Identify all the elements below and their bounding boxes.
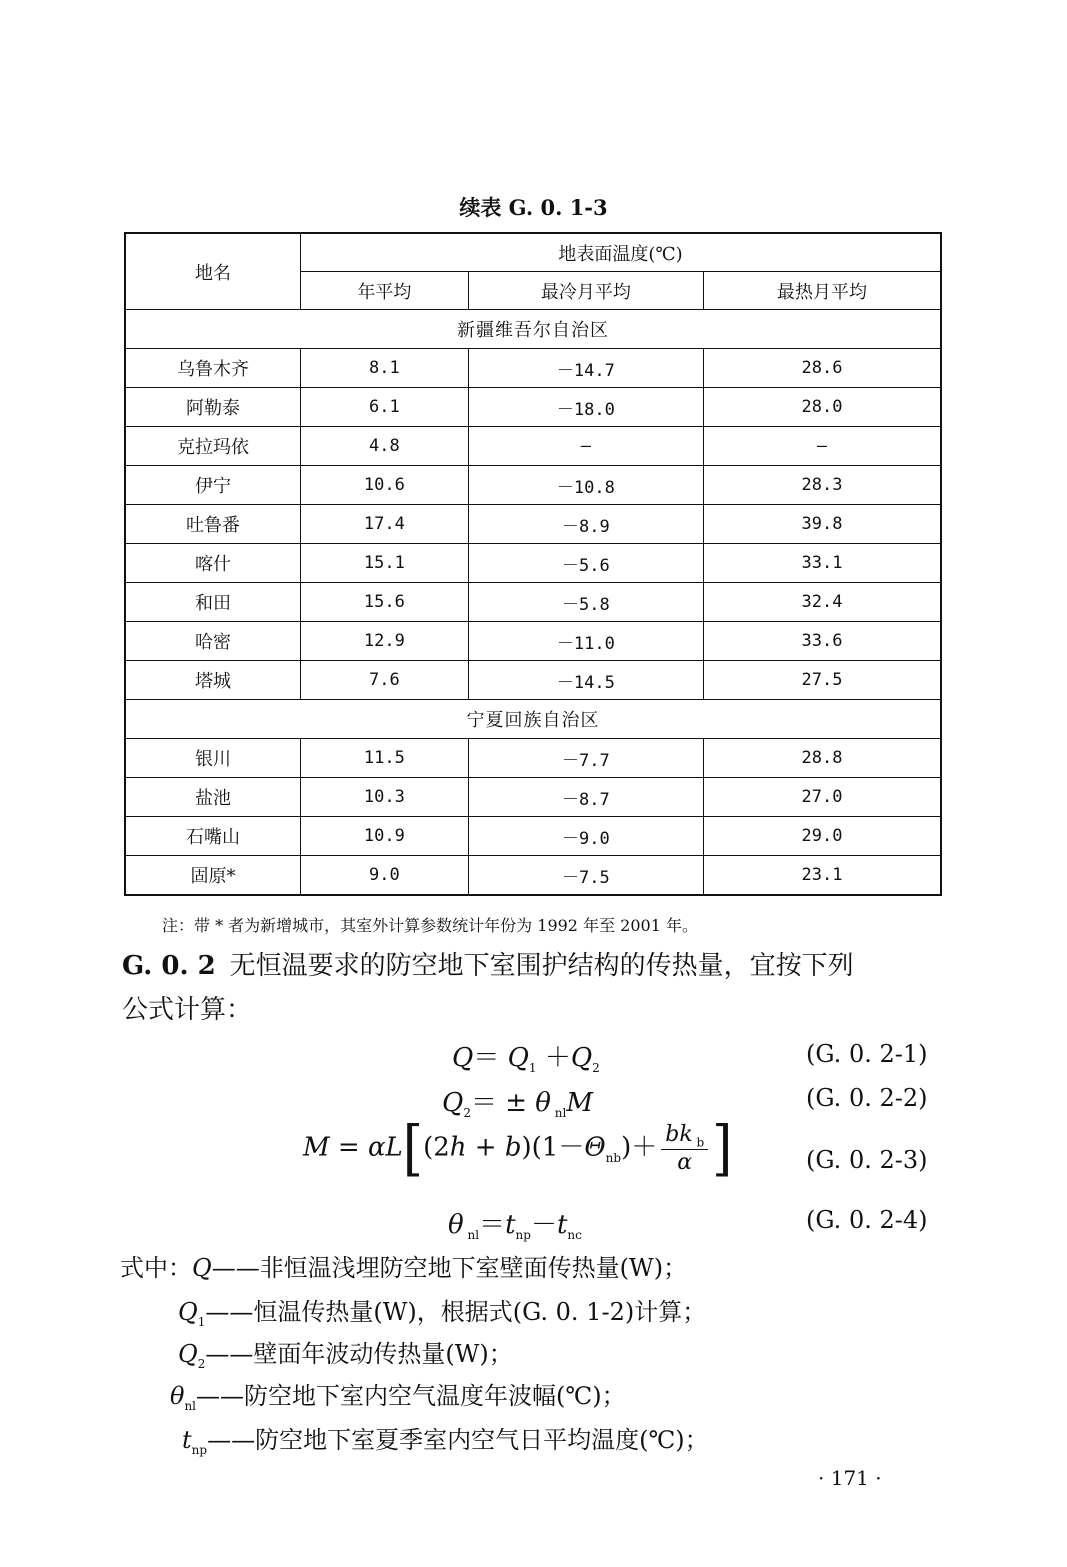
- table-row: [125, 817, 941, 856]
- temperature-cell: －7.7: [468, 739, 703, 778]
- place-cell: 塔城: [125, 661, 301, 700]
- temperature-cell: －8.7: [468, 778, 703, 817]
- table-row: [125, 349, 941, 388]
- temperature-cell: 7.6: [301, 661, 469, 700]
- temperature-cell: 8.1: [301, 349, 469, 388]
- table-row: [125, 661, 941, 700]
- ground-temperature-table: [124, 232, 942, 896]
- place-cell: 喀什: [125, 544, 301, 583]
- temperature-cell: 28.3: [704, 466, 941, 505]
- table-row: [125, 505, 941, 544]
- temperature-cell: 12.9: [301, 622, 469, 661]
- header-place: 地名: [125, 233, 301, 310]
- temperature-cell: －18.0: [468, 388, 703, 427]
- place-cell: 石嘴山: [125, 817, 301, 856]
- formula-g022: $Q_2= \pm \theta$ $_{nl}$M: [442, 1088, 593, 1121]
- eqno-g021: (G. 0. 2-1): [806, 1040, 928, 1068]
- temperature-cell: 15.1: [301, 544, 469, 583]
- table-row: [125, 466, 941, 505]
- definition-theta-nl: $\theta_{nl}——$防空地下室内空气温度年波幅(℃)；: [170, 1382, 626, 1413]
- temperature-cell: －10.8: [468, 466, 703, 505]
- section-paragraph: [122, 944, 942, 1032]
- table-row: [125, 622, 941, 661]
- header-group: 地表面温度(℃): [301, 233, 941, 272]
- temperature-cell: —: [704, 427, 941, 466]
- place-cell: 和田: [125, 583, 301, 622]
- temperature-cell: —: [468, 427, 703, 466]
- place-cell: 盐池: [125, 778, 301, 817]
- region-name: 新疆维吾尔自治区: [125, 310, 941, 349]
- region-name: 宁夏回族自治区: [125, 700, 941, 739]
- section-text-line2: 公式计算：: [122, 995, 253, 1026]
- section-text-line1: 无恒温要求的防空地下室围护结构的传热量，宜按下列: [229, 951, 854, 981]
- temperature-cell: 23.1: [704, 856, 941, 896]
- table-body: [125, 310, 941, 896]
- eqno-g024: (G. 0. 2-4): [806, 1206, 928, 1234]
- formula-g021: $Q= Q_1 +Q_2$: [452, 1043, 600, 1076]
- temperature-cell: 33.1: [704, 544, 941, 583]
- temperature-cell: 10.6: [301, 466, 469, 505]
- temperature-cell: 4.8: [301, 427, 469, 466]
- table-row: [125, 427, 941, 466]
- place-cell: 银川: [125, 739, 301, 778]
- temperature-cell: －9.0: [468, 817, 703, 856]
- place-cell: 固原*: [125, 856, 301, 896]
- definition-q1: $Q_1——$恒温传热量(W)，根据式(G. 0. 1-2)计算；: [178, 1298, 707, 1329]
- table-row: [125, 856, 941, 896]
- temperature-cell: 29.0: [704, 817, 941, 856]
- table-row: [125, 544, 941, 583]
- header-hottest-month-mean: 最热月平均: [704, 272, 941, 310]
- temperature-cell: 15.6: [301, 583, 469, 622]
- place-cell: 伊宁: [125, 466, 301, 505]
- formula-g024: θ $_{nl}=t_{np}-t_{nc}$: [448, 1210, 582, 1243]
- temperature-cell: 28.8: [704, 739, 941, 778]
- temperature-cell: －11.0: [468, 622, 703, 661]
- place-cell: 乌鲁木齐: [125, 349, 301, 388]
- region-row: [125, 310, 941, 349]
- region-row: [125, 700, 941, 739]
- eqno-g022: (G. 0. 2-2): [806, 1084, 928, 1112]
- table-row: [125, 583, 941, 622]
- place-cell: 吐鲁番: [125, 505, 301, 544]
- temperature-cell: 11.5: [301, 739, 469, 778]
- temperature-cell: 6.1: [301, 388, 469, 427]
- table-row: [125, 388, 941, 427]
- table-row: [125, 778, 941, 817]
- temperature-cell: 28.6: [704, 349, 941, 388]
- table-caption: 续表 G. 0. 1-3: [459, 195, 608, 220]
- table-note: 注：带 * 者为新增城市，其室外计算参数统计年份为 1992 年至 2001 年。: [162, 916, 698, 935]
- temperature-cell: 32.4: [704, 583, 941, 622]
- definition-q: 式中：Q——非恒温浅埋防空地下室壁面传热量(W)；: [120, 1254, 688, 1282]
- temperature-cell: 17.4: [301, 505, 469, 544]
- temperature-cell: 27.0: [704, 778, 941, 817]
- definition-t-np: $t_{np}——$防空地下室夏季室内空气日平均温度(℃)；: [182, 1426, 709, 1457]
- temperature-cell: 9.0: [301, 856, 469, 896]
- eqno-g023: (G. 0. 2-3): [806, 1146, 928, 1174]
- temperature-cell: －5.8: [468, 583, 703, 622]
- temperature-cell: 10.3: [301, 778, 469, 817]
- temperature-cell: 33.6: [704, 622, 941, 661]
- table-row: [125, 739, 941, 778]
- temperature-cell: 27.5: [704, 661, 941, 700]
- place-cell: 哈密: [125, 622, 301, 661]
- formula-g023: $M = \alpha L[(2h + b)(1-\Theta_{nb})+$ $\frac{bk _b}{\alpha}$ ]: [303, 1114, 733, 1184]
- place-cell: 克拉玛依: [125, 427, 301, 466]
- place-cell: 阿勒泰: [125, 388, 301, 427]
- temperature-cell: －14.5: [468, 661, 703, 700]
- definition-q2: $Q_2——$壁面年波动传热量(W)；: [178, 1340, 513, 1371]
- page-number: · 171 ·: [818, 1466, 882, 1490]
- header-coldest-month-mean: 最冷月平均: [468, 272, 703, 310]
- temperature-cell: －5.6: [468, 544, 703, 583]
- header-annual-mean: 年平均: [301, 272, 469, 310]
- temperature-cell: －14.7: [468, 349, 703, 388]
- temperature-cell: 10.9: [301, 817, 469, 856]
- temperature-cell: 39.8: [704, 505, 941, 544]
- definition-intro: 式中：: [120, 1254, 192, 1282]
- temperature-cell: －7.5: [468, 856, 703, 896]
- temperature-cell: 28.0: [704, 388, 941, 427]
- section-number: G. 0. 2: [122, 951, 216, 981]
- temperature-cell: －8.9: [468, 505, 703, 544]
